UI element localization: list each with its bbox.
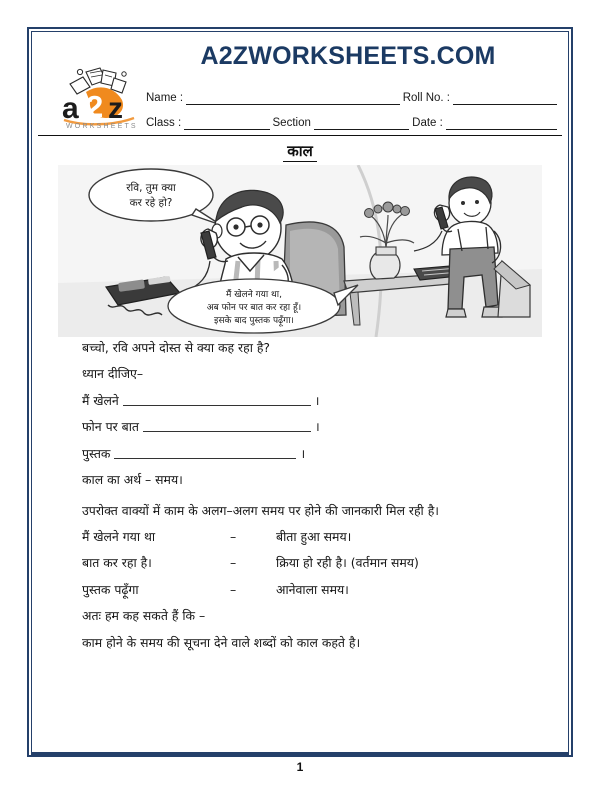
name-label: Name :	[146, 92, 184, 104]
fill-blank-3-prefix: पुस्तक	[82, 445, 111, 461]
fill-blank-3-input[interactable]	[114, 447, 296, 459]
attention-text: ध्यान दीजिए–	[82, 366, 144, 382]
meaning-text: काल का अर्थ – समय।	[82, 472, 183, 488]
svg-text:a: a	[62, 92, 79, 125]
roll-input[interactable]	[453, 91, 557, 105]
fill-blank-2	[82, 420, 542, 434]
fill-blank-2-prefix: फोन पर बात	[82, 419, 139, 435]
student-fields	[146, 80, 560, 130]
tense-example-past-sentence: मैं खेलने गया था	[82, 529, 156, 544]
worksheet-body	[82, 341, 542, 662]
name-input[interactable]	[186, 91, 400, 105]
meaning-line	[82, 473, 542, 487]
a2z-logo	[56, 60, 148, 130]
bubble-left-line1: रवि, तुम क्या	[126, 182, 176, 194]
footer-bar	[31, 752, 569, 757]
tense-example-future-sentence: पुस्तक पढ़ूँगा	[82, 581, 139, 597]
date-label: Date :	[412, 117, 443, 129]
bubble-right-line2: अब फोन पर बात कर रहा हूँ।	[206, 303, 302, 313]
svg-text:2: 2	[86, 89, 104, 124]
fill-blank-3	[82, 447, 542, 461]
bubble-right-line1: मैं खेलने गया था,	[226, 290, 282, 300]
page-number: 1	[296, 760, 304, 774]
svg-text:z: z	[108, 92, 123, 125]
attention-line	[82, 367, 542, 381]
section-input[interactable]	[314, 116, 409, 130]
therefore-text: अतः हम कह सकते हैं कि –	[82, 608, 206, 624]
fill-blank-1-prefix: मैं खेलने	[82, 392, 119, 408]
header-block	[38, 38, 562, 136]
tense-example-present	[82, 556, 542, 570]
explanation-paragraph	[82, 500, 542, 521]
illustration	[58, 165, 542, 337]
page-content	[38, 38, 562, 746]
date-input[interactable]	[446, 116, 557, 130]
brand-title: A2ZWORKSHEETS.COM	[200, 42, 496, 70]
question-line	[82, 341, 542, 355]
field-row-class	[146, 105, 560, 130]
conclusion-line	[82, 636, 542, 650]
question-text: बच्चो, रवि अपने दोस्त से क्या कह रहा है?	[82, 340, 270, 355]
explanation-text: उपरोक्त वाक्यों में काम के अलग–अलग समय पर होने की जानकारी मिल रही है।	[82, 502, 439, 518]
tense-example-future	[82, 583, 542, 597]
fill-blank-3-suffix: ।	[300, 445, 306, 461]
tense-example-present-dash: –	[230, 555, 237, 571]
tense-example-future-meaning: आनेवाला समय।	[276, 581, 349, 597]
tense-example-past-meaning: बीता हुआ समय।	[276, 529, 352, 544]
tense-example-past-dash: –	[230, 529, 237, 544]
fill-blank-1-input[interactable]	[123, 394, 311, 406]
conclusion-text: काम होने के समय की सूचना देने वाले शब्दों को काल कहते है।	[82, 634, 361, 650]
tense-example-present-meaning: क्रिया हो रही है। (वर्तमान समय)	[276, 555, 419, 571]
tense-example-future-dash: –	[230, 581, 237, 597]
tense-example-present-sentence: बात कर रहा है।	[82, 555, 152, 571]
fill-blank-2-input[interactable]	[143, 420, 311, 432]
class-label: Class :	[146, 117, 182, 129]
field-row-name	[146, 80, 560, 105]
page-title-text: काल	[283, 143, 317, 162]
fill-blank-2-suffix: ।	[314, 419, 320, 435]
therefore-line	[82, 609, 542, 623]
roll-label: Roll No. :	[402, 92, 450, 104]
tense-example-past	[82, 530, 542, 544]
bubble-left-line2: कर रहे हो?	[129, 197, 173, 209]
class-input[interactable]	[184, 116, 269, 130]
page-title	[38, 141, 562, 161]
fill-blank-1	[82, 394, 542, 408]
section-label: Section	[272, 117, 311, 129]
bubble-right-line3: इसके बाद पुस्तक पढ़ूँगा।	[214, 316, 294, 326]
logo-subtext: WORKSHEETS	[66, 123, 138, 130]
fill-blank-1-suffix: ।	[314, 392, 320, 408]
